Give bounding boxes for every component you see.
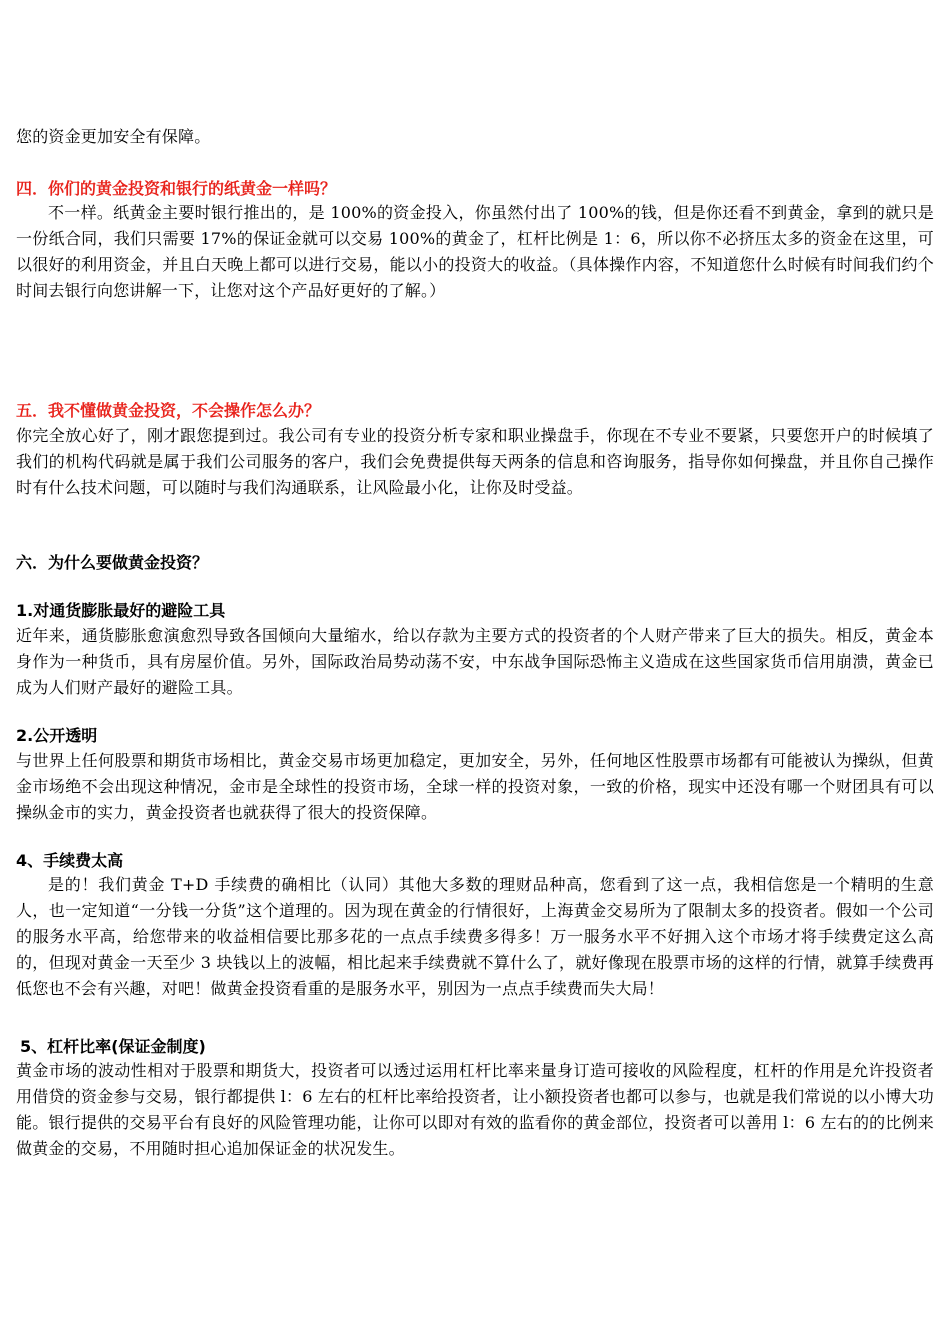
item4-title: 4、手续费太高 [16,851,124,870]
item2-title: 2.公开透明 [16,726,98,745]
item1-paragraph: 近年来，通货膨胀愈演愈烈导致各国倾向大量缩水，给以存款为主要方式的投资者的个人财产带来了巨大的损失。相反，黄金本身作为一种货币，具有房屋价值。另外，国际政治局势动荡不安，中东战争国际恐怖主义造成在这些国家货币信用崩溃，黄金已成为人们财产最好的避险工具。 [16,626,934,697]
item5-paragraph: 黄金市场的波动性相对于股票和期货大，投资者可以透过运用杠杆比率来量身订造可接收的风险程度，杠杆的作用是允许投资者用借贷的资金参与交易，银行都提供 l：6 左右的杠杆比率给投资者，让小额投资者也都可以参与，也就是我们常说的以小博大功能。银行提供的交易平台有良好的风险管理功能，让你可以即对有效的监看你的黄金部位，投资者可以善用 l：6 左右的的比例来做黄金的交易，不用随时担心追加保证金的状况发生。 [16,1061,934,1158]
section4-heading: 四．你们的黄金投资和银行的纸黄金一样吗？ [16,179,337,198]
section5-heading: 五．我不懂做黄金投资，不会操作怎么办？ [16,401,321,420]
intro-tail-paragraph: 您的资金更加安全有保障。 [16,127,211,146]
item5-title: 5、杠杆比率(保证金制度) [20,1037,206,1056]
item1-title: 1.对通货膨胀最好的避险工具 [16,601,226,620]
section6-heading: 六．为什么要做黄金投资？ [16,553,209,572]
item4-paragraph: 是的！我们黄金 T+D 手续费的确相比（认同）其他大多数的理财品种高，您看到了这一点，我相信您是一个精明的生意人，也一定知道“一分钱一分货”这个道理的。因为现在黄金的行情很好，上海黄金交易所为了限制太多的投资者。假如一个公司的服务水平高，给您带来的收益相信要比那多花的一点点手续费多得多！万一服务水平不好拥入这个市场才将手续费定这么高的，但现对黄金一天至少 3 块钱以上的波幅，相比起来手续费就不算什么了，就好像现在股票市场的这样的行情，就算手续费再低您也不会有兴趣，对吧！做黄金投资看重的是服务水平，别因为一点点手续费而失大局！ [16,875,934,998]
item2-paragraph: 与世界上任何股票和期货市场相比，黄金交易市场更加稳定，更加安全，另外，任何地区性股票市场都有可能被认为操纵，但黄金市场绝不会出现这种情况，金市是全球性的投资市场，全球一样的投资对象，一致的价格，现实中还没有哪一个财团具有可以操纵金市的实力，黄金投资者也就获得了很大的投资保障。 [16,751,934,822]
section5-paragraph: 你完全放心好了，刚才跟您提到过。我公司有专业的投资分析专家和职业操盘手，你现在不专业不要紧，只要您开户的时候填了我们的机构代码就是属于我们公司服务的客户，我们会免费提供每天两条的信息和咨询服务，指导你如何操盘，并且你自己操作时有什么技术问题，可以随时与我们沟通联系，让风险最小化，让你及时受益。 [16,426,934,497]
section4-paragraph: 不一样。纸黄金主要时银行推出的，是 100%的资金投入，你虽然付出了 100%的钱，但是你还看不到黄金，拿到的就只是一份纸合同，我们只需要 17%的保证金就可以交易 100%的黄金了，杠杆比例是 1：6，所以你不必挤压太多的资金在这里，可以很好的利用资金，并且白天晚上都可以进行交易，能以小的投资大的收益。（具体操作内容，不知道您什么时候有时间我们约个时间去银行向您讲解一下，让您对这个产品好更好的了解。） [16,203,934,300]
